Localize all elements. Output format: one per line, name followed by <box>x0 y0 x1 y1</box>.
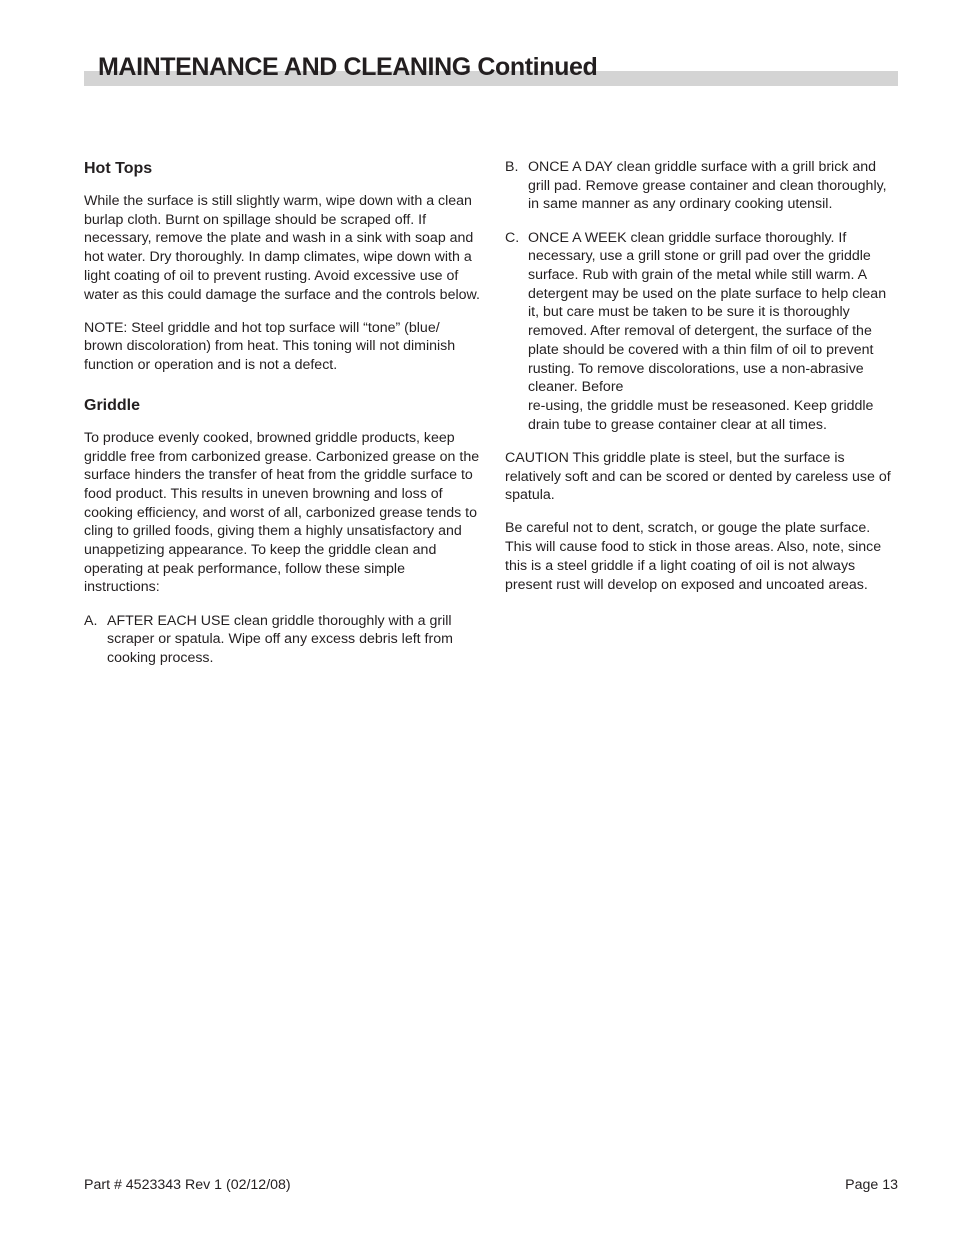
list-marker-a: A. <box>84 612 98 629</box>
list-marker-b: B. <box>505 159 519 175</box>
footer-part-number: Part # 4523343 Rev 1 (02/12/08) <box>84 1177 291 1193</box>
hot-tops-paragraph: While the surface is still slightly warm, wipe down with a clean burlap cloth. Burnt on spillage should be scraped off. If necessary, remove the plate and wash in a sink with soap and hot water. Dry thoroughly. In damp climates, wipe down with a light coating of oil to prevent rusting. Avoid excessive use of water as this could damage the surface and the controls below. <box>84 193 480 303</box>
list-text-c: ONCE A WEEK clean griddle surface thoroughly. If necessary, use a grill stone or grill pad over the griddle surface. Rub with grain of the metal while still warm. A detergent may be used on the plate surface to help clean it, but care must be taken to be sure it is thoroughly removed. After removal of detergent, the surface of the plate should be covered with a thin film of oil to prevent rusting. To remove discolorations, use a non-abrasive cleaner. Before <box>528 229 887 396</box>
note-paragraph: NOTE: Steel griddle and hot top surface will “tone” (blue/ brown discoloration) from heat. This toning will not diminish function or operation and is not a defect. <box>84 319 456 374</box>
careful-paragraph: Be careful not to dent, scratch, or gouge the plate surface. This will cause food to stick in those areas. Also, note, since this is a steel griddle if a light coating of oil is not always present rust will develop on exposed and uncoated areas. <box>505 520 882 593</box>
list-marker-c: C. <box>505 229 520 246</box>
griddle-heading: Griddle <box>84 396 141 414</box>
left-column <box>84 158 480 682</box>
list-item-a <box>84 612 480 668</box>
list-text-a: AFTER EACH USE clean griddle thoroughly with a grill scraper or spatula. Wipe off any excess debris left from cooking process. <box>107 612 453 667</box>
list-text-b: ONCE A DAY clean griddle surface with a grill brick and grill pad. Remove grease container and clean thoroughly, in same manner as any ordinary cooking utensil. <box>528 159 887 213</box>
right-column <box>505 158 900 609</box>
caution-paragraph: CAUTION This griddle plate is steel, but the surface is relatively soft and can be scored or dented by careless use of spatula. <box>505 449 891 504</box>
list-item-b <box>505 158 900 214</box>
page-title: MAINTENANCE AND CLEANING Continued <box>98 53 598 81</box>
list-item-c <box>505 229 900 435</box>
griddle-paragraph: To produce evenly cooked, browned griddle products, keep griddle free from carbonized grease. Carbonized grease on the surface hinders the transfer of heat from the griddle surface to food product. This results in uneven browning and loss of cooking efficiency, and worst of all, carbonized grease tends to cling to grilled foods, giving them a highly unsatisfactory and unappetizing appearance. To keep the griddle clean and operating at peak performance, follow these simple instructions: <box>84 429 480 596</box>
list-text-c-continued: re-using, the griddle must be reseasoned. Keep griddle drain tube to grease container clear at all times. <box>528 397 874 433</box>
footer-page-number: Page 13 <box>845 1177 898 1193</box>
hot-tops-heading: Hot Tops <box>84 160 153 177</box>
